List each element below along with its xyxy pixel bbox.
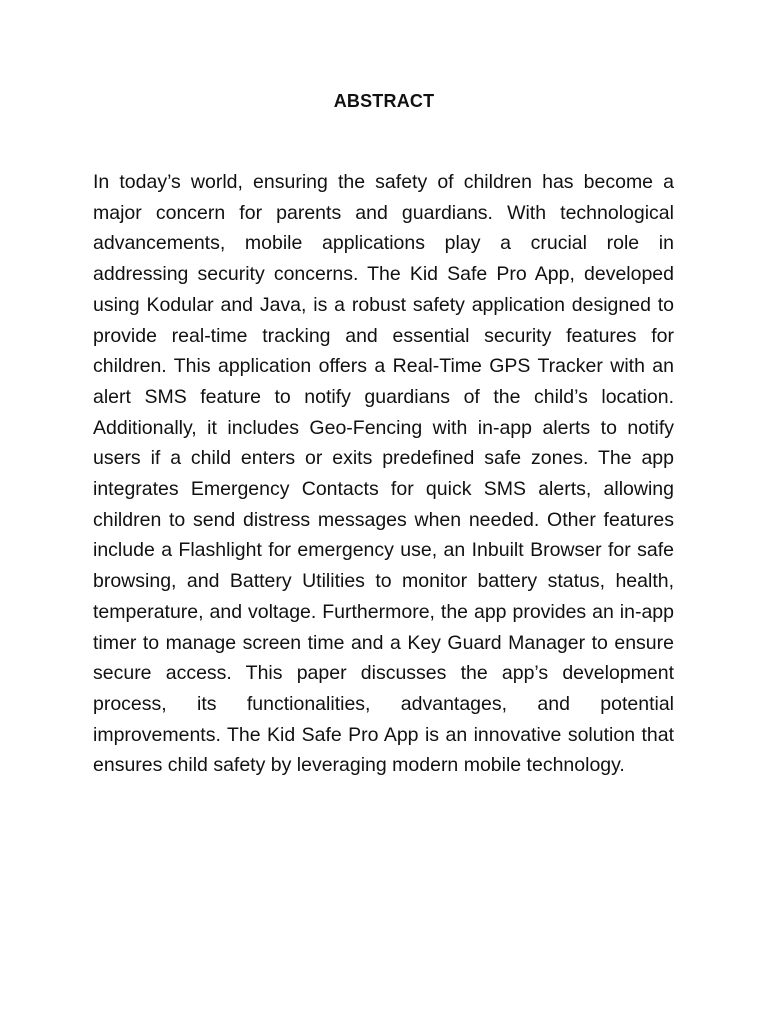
abstract-heading: ABSTRACT xyxy=(333,91,435,111)
abstract-paragraph: In today’s world, ensuring the safety of children has become a major concern for parents and guardians. With technological advancements, mobile applications play a crucial role in addressing security concerns. The Kid Safe Pro App, developed using Kodular and Java, is a robust safety application designed to provide real-time tracking and essential security features for children. This application offers a Real-Time GPS Tracker with an alert SMS feature to notify guardians of the child’s location. Additionally, it includes Geo-Fencing with in-app alerts to notify users if a child enters or exits predefined safe zones. The app integrates Emergency Contacts for quick SMS alerts, allowing children to send distress messages when needed. Other features include a Flashlight for emergency use, an Inbuilt Browser for safe browsing, and Battery Utilities to monitor battery status, health, temperature, and voltage. Furthermore, the app provides an in-app timer to manage screen time and a Key Guard Manager to ensure secure access. This paper discusses the app’s development process, its functionalities, advantages, and potential improvements. The Kid Safe Pro App is an innovative solution that ensures child safety by leveraging modern mobile technology. xyxy=(93,171,674,777)
